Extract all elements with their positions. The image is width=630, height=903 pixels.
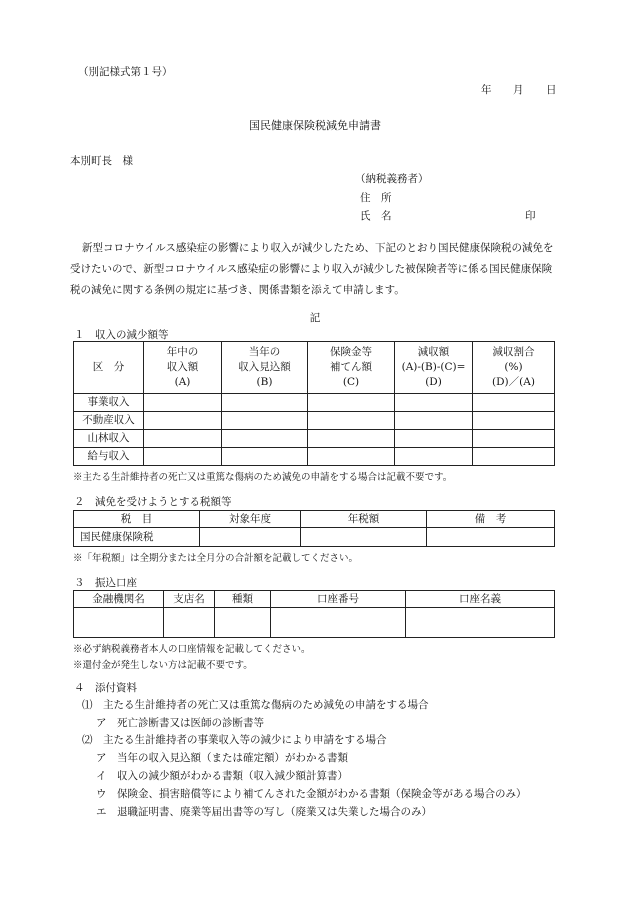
- input-cell[interactable]: [222, 394, 308, 412]
- address-label: 住 所: [360, 192, 392, 204]
- section3-note-1: ※必ず納税義務者本人の口座情報を記載してください。: [73, 644, 311, 655]
- input-cell[interactable]: [144, 448, 222, 466]
- input-cell[interactable]: [144, 394, 222, 412]
- section3-note-2: ※還付金が発生しない方は記載不要です。: [73, 660, 253, 671]
- input-cell[interactable]: [395, 394, 473, 412]
- date-day: 日: [546, 84, 557, 96]
- seal-mark: 印: [525, 210, 536, 222]
- col-header-insurance-compensation: 保険金等 補てん額 (C): [308, 342, 395, 394]
- addressee: 本別町長 様: [70, 155, 133, 167]
- input-cell[interactable]: [144, 430, 222, 448]
- input-cell[interactable]: [222, 448, 308, 466]
- col-header-target-year: 対象年度: [200, 511, 301, 528]
- input-cell[interactable]: [144, 412, 222, 430]
- section2-heading: ２ 減免を受けようとする税額等: [74, 496, 232, 508]
- row-label-business: 事業収入: [74, 394, 144, 412]
- attachment-item: エ 退職証明書、廃業等届出書等の写し（廃業又は失業した場合のみ）: [96, 806, 432, 818]
- input-cell[interactable]: [308, 412, 395, 430]
- col-header-remarks: 備 考: [427, 511, 555, 528]
- input-cell[interactable]: [215, 608, 271, 638]
- input-cell[interactable]: [473, 430, 555, 448]
- col-header-prior-income: 年中の 収入額 (A): [144, 342, 222, 394]
- attachment-item: ⑵ 主たる生計維持者の事業収入等の減少により申請をする場合: [82, 734, 387, 746]
- col-header-category: 区 分: [74, 342, 144, 394]
- date-month: 月: [513, 84, 524, 96]
- attachment-item: ⑴ 主たる生計維持者の死亡又は重篤な傷病のため減免の申請をする場合: [82, 699, 429, 711]
- input-cell[interactable]: [271, 608, 406, 638]
- input-cell[interactable]: [200, 528, 301, 547]
- col-header-tax-item: 税 目: [74, 511, 200, 528]
- income-table: [73, 341, 555, 466]
- col-header-annual-tax: 年税額: [301, 511, 427, 528]
- col-header-decrease-amount: 減収額 (A)-(B)-(C)= (D): [395, 342, 473, 394]
- page-title: 国民健康保険税減免申請書: [249, 119, 381, 132]
- row-label-real-estate: 不動産収入: [74, 412, 144, 430]
- input-cell[interactable]: [222, 412, 308, 430]
- section4-heading: ４ 添付資料: [74, 682, 137, 694]
- input-cell[interactable]: [222, 430, 308, 448]
- attachment-item: イ 収入の減少額がわかる書類（収入減少額計算書）: [96, 770, 348, 782]
- input-cell[interactable]: [164, 608, 215, 638]
- col-header-branch: 支店名: [164, 591, 215, 608]
- col-header-bank-name: 金融機関名: [74, 591, 164, 608]
- taxpayer-heading: （納税義務者）: [355, 173, 429, 185]
- bank-account-table: [73, 590, 555, 638]
- col-header-decrease-rate: 減収割合 (%) (D)／(A): [473, 342, 555, 394]
- section1-note: ※主たる生計維持者の死亡又は重篤な傷病のため減免の申請をする場合は記載不要です。: [73, 472, 453, 483]
- input-cell[interactable]: [308, 394, 395, 412]
- input-cell[interactable]: [395, 412, 473, 430]
- input-cell[interactable]: [301, 528, 427, 547]
- section2-note: ※「年税額」は全期分または全月分の合計額を記載してください。: [73, 553, 359, 564]
- ki-heading: 記: [309, 312, 321, 324]
- input-cell[interactable]: [395, 448, 473, 466]
- input-cell[interactable]: [308, 448, 395, 466]
- input-cell[interactable]: [427, 528, 555, 547]
- tax-table: [73, 510, 555, 547]
- section3-heading: ３ 振込口座: [74, 577, 137, 589]
- name-label: 氏 名: [360, 210, 392, 222]
- col-header-expected-income: 当年の 収入見込額 (B): [222, 342, 308, 394]
- input-cell[interactable]: [308, 430, 395, 448]
- input-cell[interactable]: [473, 448, 555, 466]
- row-label-forestry: 山林収入: [74, 430, 144, 448]
- col-header-account-number: 口座番号: [271, 591, 406, 608]
- tax-item-value: 国民健康保険税: [74, 528, 200, 547]
- col-header-account-holder: 口座名義: [406, 591, 555, 608]
- attachment-item: ア 当年の収入見込額（または確定額）がわかる書類: [96, 752, 348, 764]
- input-cell[interactable]: [395, 430, 473, 448]
- input-cell[interactable]: [74, 608, 164, 638]
- attachment-item: ウ 保険金、損害賠償等により補てんされた金額がわかる書類（保険金等がある場合のみ）: [96, 788, 527, 800]
- date-year: 年: [481, 84, 492, 96]
- section1-heading: １ 収入の減少額等: [74, 329, 169, 341]
- input-cell[interactable]: [473, 394, 555, 412]
- form-number: （別記様式第１号）: [78, 66, 173, 78]
- input-cell[interactable]: [406, 608, 555, 638]
- attachment-item: ア 死亡診断書又は医師の診断書等: [96, 717, 264, 729]
- body-text: 新型コロナウイルス感染症の影響により収入が減少したため、下記のとおり国民健康保険税の減免を受けたいので、新型コロナウイルス感染症の影響により収入が減少した被保険者等に係る国民健康保険税の減免に関する条例の規定に基づき、関係書類を添えて申請します。: [70, 242, 554, 296]
- row-label-salary: 給与収入: [74, 448, 144, 466]
- col-header-account-type: 種類: [215, 591, 271, 608]
- input-cell[interactable]: [473, 412, 555, 430]
